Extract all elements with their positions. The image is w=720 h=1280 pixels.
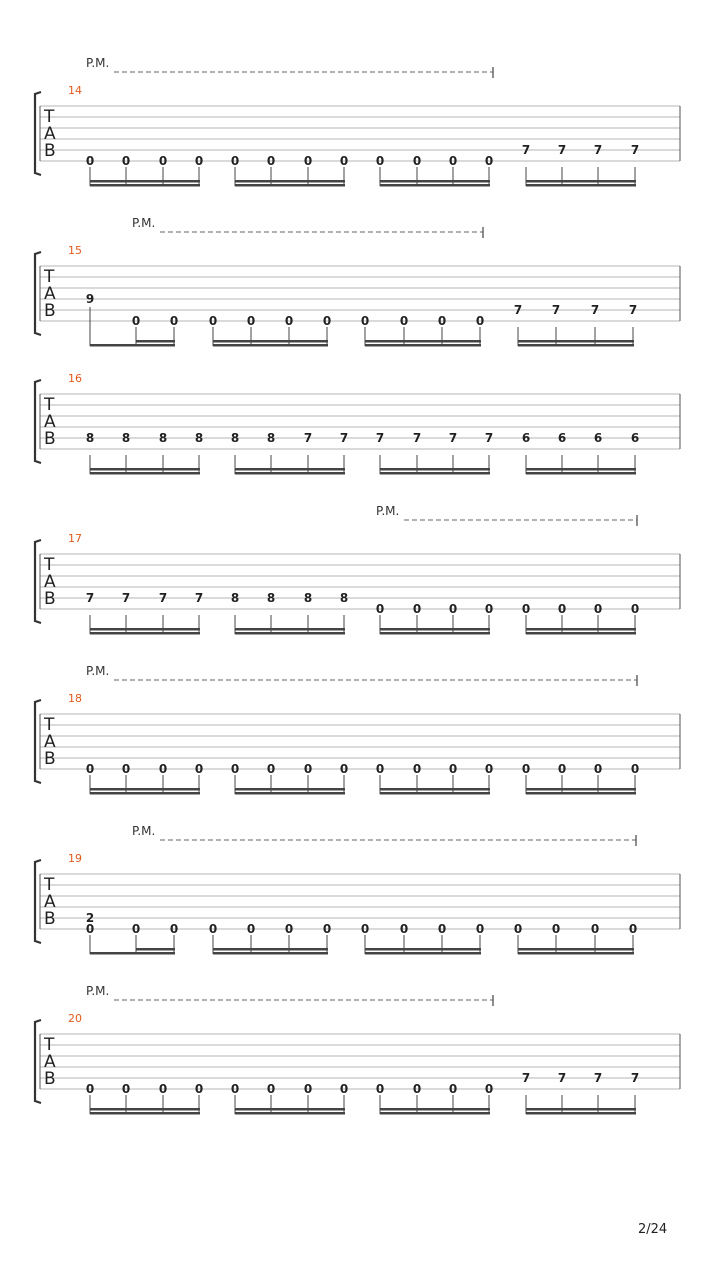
- fret-number: 0: [158, 1082, 168, 1096]
- fret-number: 0: [448, 602, 458, 616]
- beam-secondary: [526, 628, 636, 631]
- beam-primary: [235, 472, 345, 475]
- fret-number: 0: [266, 154, 276, 168]
- beam-primary: [526, 184, 636, 187]
- fret-number: 8: [303, 591, 313, 605]
- fret-number: 0: [557, 602, 567, 616]
- fret-number: 7: [375, 431, 385, 445]
- fret-number: 0: [339, 154, 349, 168]
- beam-primary: [518, 344, 634, 347]
- fret-number: 0: [412, 762, 422, 776]
- fret-number: 0: [375, 154, 385, 168]
- fret-number: 7: [158, 591, 168, 605]
- fret-number: 0: [484, 1082, 494, 1096]
- beam-primary: [380, 184, 490, 187]
- fret-number: 0: [590, 922, 600, 936]
- fret-number: 0: [551, 922, 561, 936]
- beam-primary: [235, 184, 345, 187]
- fret-number: 0: [208, 314, 218, 328]
- fret-number: 0: [303, 762, 313, 776]
- palm-mute-label: P.M.: [132, 216, 156, 230]
- fret-number: 7: [484, 431, 494, 445]
- beam-secondary: [526, 788, 636, 791]
- fret-number: 0: [630, 602, 640, 616]
- beam-secondary: [518, 948, 634, 951]
- fret-number: 0: [339, 1082, 349, 1096]
- tab-clef-letter: T: [44, 555, 55, 575]
- fret-number: 7: [630, 143, 640, 157]
- fret-number: 0: [208, 922, 218, 936]
- palm-mute-label: P.M.: [86, 984, 110, 998]
- beam-primary: [365, 344, 481, 347]
- fret-number: 0: [230, 762, 240, 776]
- beam-secondary: [90, 1108, 200, 1111]
- beam-primary: [380, 1112, 490, 1115]
- fret-number: 8: [230, 431, 240, 445]
- tab-clef-letter: T: [44, 715, 55, 735]
- fret-number: 0: [448, 1082, 458, 1096]
- fret-number: 7: [557, 143, 567, 157]
- tab-clef-letter: B: [44, 301, 56, 321]
- fret-number: 0: [412, 602, 422, 616]
- fret-number: 0: [85, 922, 95, 936]
- beam-primary: [90, 184, 200, 187]
- beam-secondary: [235, 1108, 345, 1111]
- beam-primary: [365, 952, 481, 955]
- fret-number: 6: [521, 431, 531, 445]
- fret-number: 0: [284, 922, 294, 936]
- fret-number: 0: [266, 762, 276, 776]
- tab-clef-letter: T: [44, 875, 55, 895]
- tab-clef-letter: A: [44, 284, 56, 304]
- tab-system: [35, 372, 680, 475]
- fret-number: 0: [121, 154, 131, 168]
- fret-number: 0: [85, 762, 95, 776]
- fret-number: 0: [121, 762, 131, 776]
- beam-primary: [235, 632, 345, 635]
- beam-secondary: [380, 628, 490, 631]
- fret-number: 0: [158, 154, 168, 168]
- fret-number: 0: [131, 314, 141, 328]
- beam-primary: [213, 952, 328, 955]
- beam-secondary: [235, 788, 345, 791]
- fret-number: 7: [628, 303, 638, 317]
- tab-clef-letter: A: [44, 732, 56, 752]
- fret-number: 8: [85, 431, 95, 445]
- fret-number: 0: [169, 922, 179, 936]
- beam-primary: [526, 472, 636, 475]
- tab-clef-letter: A: [44, 124, 56, 144]
- beam-primary: [235, 792, 345, 795]
- fret-number: 0: [399, 922, 409, 936]
- beam-secondary: [235, 180, 345, 183]
- fret-number: 7: [85, 591, 95, 605]
- tab-system: [35, 216, 680, 347]
- fret-number: 0: [121, 1082, 131, 1096]
- fret-number: 0: [194, 762, 204, 776]
- measure-number: 20: [68, 1012, 82, 1025]
- beam-primary: [235, 1112, 345, 1115]
- tab-clef-letter: B: [44, 1069, 56, 1089]
- beam-primary: [90, 952, 175, 955]
- tab-system: [35, 984, 680, 1115]
- beam-secondary: [213, 340, 328, 343]
- fret-number: 8: [266, 591, 276, 605]
- fret-number: 0: [448, 762, 458, 776]
- measure-number: 14: [68, 84, 82, 97]
- beam-secondary: [213, 948, 328, 951]
- tab-system: [35, 56, 680, 187]
- tab-clef-letter: T: [44, 107, 55, 127]
- fret-number: 6: [593, 431, 603, 445]
- fret-number: 0: [230, 1082, 240, 1096]
- fret-number: 0: [375, 762, 385, 776]
- fret-number: 8: [230, 591, 240, 605]
- beam-secondary: [235, 468, 345, 471]
- beam-primary: [213, 344, 328, 347]
- beam-secondary: [90, 628, 200, 631]
- beam-secondary: [90, 180, 200, 183]
- fret-number: 8: [339, 591, 349, 605]
- tab-clef-letter: A: [44, 892, 56, 912]
- fret-number: 0: [322, 314, 332, 328]
- fret-number: 6: [557, 431, 567, 445]
- fret-number: 0: [303, 1082, 313, 1096]
- fret-number: 0: [194, 1082, 204, 1096]
- fret-number: 0: [169, 314, 179, 328]
- fret-number: 7: [303, 431, 313, 445]
- fret-number: 2: [85, 911, 95, 925]
- beam-secondary: [235, 628, 345, 631]
- fret-number: 8: [266, 431, 276, 445]
- measure-number: 16: [68, 372, 82, 385]
- fret-number: 9: [85, 292, 95, 306]
- fret-number: 7: [412, 431, 422, 445]
- beam-primary: [380, 632, 490, 635]
- palm-mute-label: P.M.: [132, 824, 156, 838]
- fret-number: 0: [475, 922, 485, 936]
- fret-number: 8: [158, 431, 168, 445]
- fret-number: 0: [448, 154, 458, 168]
- fret-number: 7: [194, 591, 204, 605]
- fret-number: 0: [322, 922, 332, 936]
- beam-secondary: [526, 468, 636, 471]
- fret-number: 0: [158, 762, 168, 776]
- fret-number: 0: [85, 154, 95, 168]
- fret-number: 0: [375, 602, 385, 616]
- beam-primary: [90, 632, 200, 635]
- tab-system: [35, 504, 680, 635]
- fret-number: 0: [557, 762, 567, 776]
- measure-number: 15: [68, 244, 82, 257]
- beam-secondary: [365, 340, 481, 343]
- fret-number: 0: [484, 154, 494, 168]
- fret-number: 0: [475, 314, 485, 328]
- tab-clef-letter: T: [44, 267, 55, 287]
- page-number: 2/24: [638, 1222, 668, 1237]
- beam-primary: [380, 472, 490, 475]
- fret-number: 7: [121, 591, 131, 605]
- tab-clef-letter: A: [44, 412, 56, 432]
- measure-number: 17: [68, 532, 82, 545]
- fret-number: 0: [266, 1082, 276, 1096]
- fret-number: 0: [194, 154, 204, 168]
- fret-number: 7: [448, 431, 458, 445]
- tab-clef-letter: B: [44, 749, 56, 769]
- beam-secondary: [365, 948, 481, 951]
- fret-number: 0: [484, 762, 494, 776]
- beam-primary: [526, 792, 636, 795]
- tab-system: [35, 664, 680, 795]
- beam-secondary: [526, 1108, 636, 1111]
- fret-number: 0: [412, 154, 422, 168]
- fret-number: 0: [593, 602, 603, 616]
- fret-number: 7: [630, 1071, 640, 1085]
- fret-number: 0: [513, 922, 523, 936]
- fret-number: 0: [246, 922, 256, 936]
- fret-number: 7: [593, 143, 603, 157]
- beam-secondary: [380, 468, 490, 471]
- fret-number: 7: [590, 303, 600, 317]
- fret-number: 0: [303, 154, 313, 168]
- beam-primary: [90, 1112, 200, 1115]
- beam-primary: [526, 632, 636, 635]
- fret-number: 0: [437, 314, 447, 328]
- beam-secondary: [90, 788, 200, 791]
- beam-primary: [90, 792, 200, 795]
- palm-mute-label: P.M.: [86, 56, 110, 70]
- palm-mute-label: P.M.: [86, 664, 110, 678]
- tab-system: [35, 824, 680, 955]
- fret-number: 0: [375, 1082, 385, 1096]
- beam-primary: [380, 792, 490, 795]
- beam-secondary: [136, 340, 175, 343]
- fret-number: 0: [412, 1082, 422, 1096]
- fret-number: 6: [630, 431, 640, 445]
- tab-clef-letter: T: [44, 1035, 55, 1055]
- beam-primary: [526, 1112, 636, 1115]
- fret-number: 7: [557, 1071, 567, 1085]
- beam-primary: [90, 344, 175, 347]
- measure-number: 18: [68, 692, 82, 705]
- fret-number: 0: [521, 762, 531, 776]
- fret-number: 0: [521, 602, 531, 616]
- tab-clef-letter: T: [44, 395, 55, 415]
- beam-primary: [518, 952, 634, 955]
- fret-number: 8: [121, 431, 131, 445]
- fret-number: 0: [399, 314, 409, 328]
- tab-clef-letter: B: [44, 429, 56, 449]
- fret-number: 0: [131, 922, 141, 936]
- fret-number: 0: [284, 314, 294, 328]
- palm-mute-label: P.M.: [376, 504, 400, 518]
- fret-number: 7: [513, 303, 523, 317]
- fret-number: 7: [593, 1071, 603, 1085]
- beam-secondary: [518, 340, 634, 343]
- beam-secondary: [136, 948, 175, 951]
- fret-number: 0: [437, 922, 447, 936]
- fret-number: 8: [194, 431, 204, 445]
- tab-clef-letter: B: [44, 909, 56, 929]
- fret-number: 0: [360, 314, 370, 328]
- fret-number: 0: [339, 762, 349, 776]
- measure-number: 19: [68, 852, 82, 865]
- fret-number: 0: [593, 762, 603, 776]
- beam-secondary: [380, 788, 490, 791]
- fret-number: 0: [630, 762, 640, 776]
- fret-number: 0: [360, 922, 370, 936]
- fret-number: 7: [521, 143, 531, 157]
- fret-number: 7: [551, 303, 561, 317]
- beam-secondary: [526, 180, 636, 183]
- fret-number: 0: [230, 154, 240, 168]
- fret-number: 0: [85, 1082, 95, 1096]
- beam-secondary: [380, 1108, 490, 1111]
- tab-clef-letter: A: [44, 1052, 56, 1072]
- tab-clef-letter: B: [44, 141, 56, 161]
- beam-secondary: [380, 180, 490, 183]
- fret-number: 7: [521, 1071, 531, 1085]
- fret-number: 0: [628, 922, 638, 936]
- fret-number: 7: [339, 431, 349, 445]
- beam-primary: [90, 472, 200, 475]
- tab-clef-letter: B: [44, 589, 56, 609]
- tab-clef-letter: A: [44, 572, 56, 592]
- beam-secondary: [90, 468, 200, 471]
- fret-number: 0: [484, 602, 494, 616]
- fret-number: 0: [246, 314, 256, 328]
